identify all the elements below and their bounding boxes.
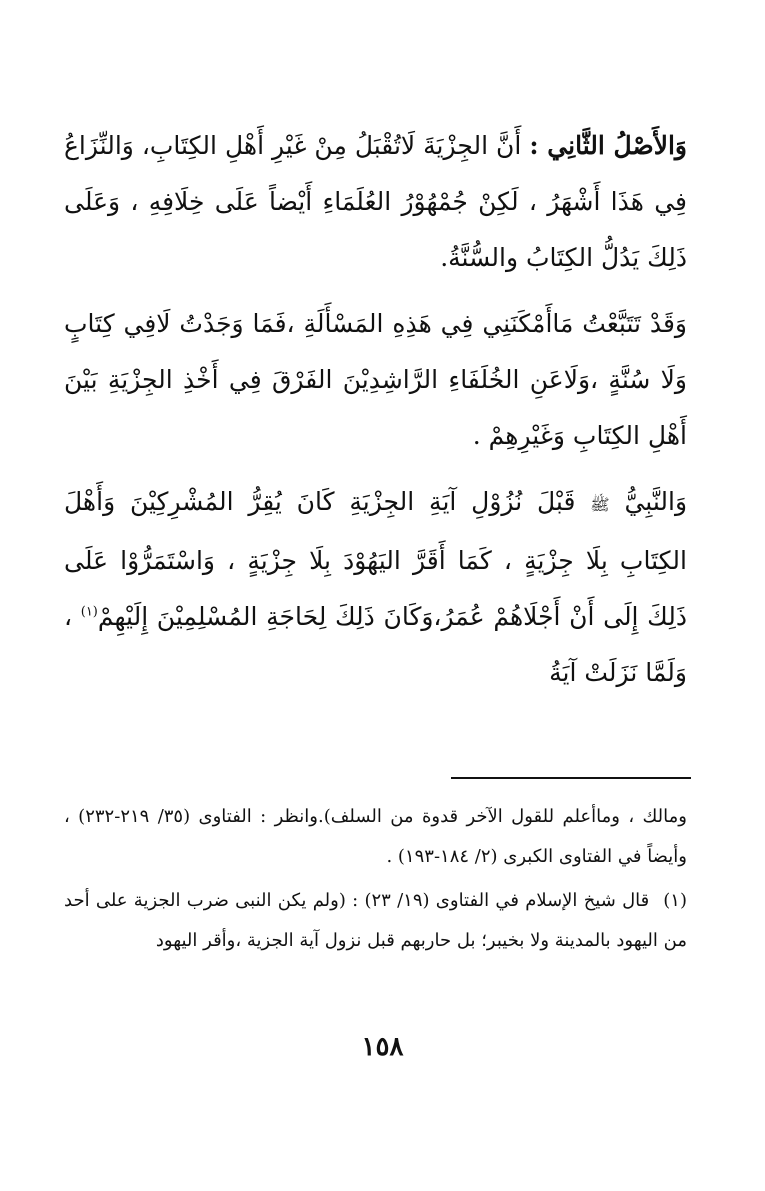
paragraph-1-text: أَنَّ الجِزْيَةَ لَاتُقْبَلُ مِنْ غَيْرِ أَهْلِ الكِتَابِ، وَالنِّزَاعُ فِي هَذَا أَشْهَرُ ، لَكِنْ جُمْهُوْرُ العُلَمَاءِ أَيْضاً عَلَى خِلَافِهِ ، وَعَلَى ذَلِكَ يَدُلُّ الكِتَابُ والسُّنَّةُ. bbox=[64, 131, 687, 272]
footnote-1 bbox=[64, 881, 687, 961]
footnote-reference[interactable]: (١) bbox=[80, 604, 98, 620]
salawat-glyph: ﷺ bbox=[590, 495, 610, 514]
paragraph-3-after: قَبْلَ نُزُوْلِ آيَةِ الجِزْيَةِ كَانَ يُقِرُّ المُشْرِكِيْنَ وَأَهْلَ الكِتَابِ بِلَا جِزْيَةٍ ، كَمَا أَقَرَّ اليَهُوْدَ بِلَا جِزْيَةٍ ، وَاسْتَمَرُّوْا عَلَى ذَلِكَ إِلَى أَنْ أَجْلَاهُمْ عُمَرُ،وَكَانَ ذَلِكَ لِحَاجَةِ المُسْلِمِيْنَ إِلَيْهِمْ bbox=[64, 487, 687, 631]
main-text bbox=[64, 118, 687, 711]
paragraph-1-lead: وَالأَصْلُ الثَّانِي : bbox=[529, 131, 687, 160]
paragraph-3-tail: ، وَلَمَّا نَزَلَتْ آيَةُ bbox=[64, 602, 687, 687]
footnote-separator bbox=[451, 777, 691, 779]
footnote-1-text: قال شيخ الإسلام في الفتاوى (١٩/ ٢٣) : (ولم يكن النبى ضرب الجزية على أحد من اليهود بالمدينة ولا بخيبر؛ بل حاربهم قبل نزول آية الجزية ،وأقر اليهود bbox=[64, 890, 687, 951]
paragraph-2 bbox=[64, 296, 687, 464]
footnote-1-number: (١) bbox=[663, 890, 687, 911]
page-number: ١٥٨ bbox=[361, 1032, 404, 1062]
paragraph-2-text: وَقَدْ تَتَبَّعْتُ مَاأَمْكَنَنِي فِي هَذِهِ المَسْأَلَةِ ،فَمَا وَجَدْتُ لَافِي كِتَابٍ وَلَا سُنَّةٍ ،وَلَاعَنِ الخُلَفَاءِ الرَّاشِدِيْنَ الفَرْقَ فِي أَخْذِ الجِزْيَةِ بَيْنَ أَهْلِ الكِتَابِ وَغَيْرِهِمْ . bbox=[64, 309, 687, 450]
footnotes bbox=[64, 797, 687, 965]
paragraph-1 bbox=[64, 118, 687, 286]
footnote-continued: ومالك ، وماأعلم للقول الآخر قدوة من السلف).وانظر : الفتاوى (٣٥/ ٢١٩-٢٣٢) ، وأيضاً في الفتاوى الكبرى (٢/ ١٨٤-١٩٣) . bbox=[64, 806, 687, 867]
paragraph-3-before: وَالنَّبِيُّ bbox=[624, 487, 688, 516]
paragraph-3 bbox=[64, 474, 687, 701]
